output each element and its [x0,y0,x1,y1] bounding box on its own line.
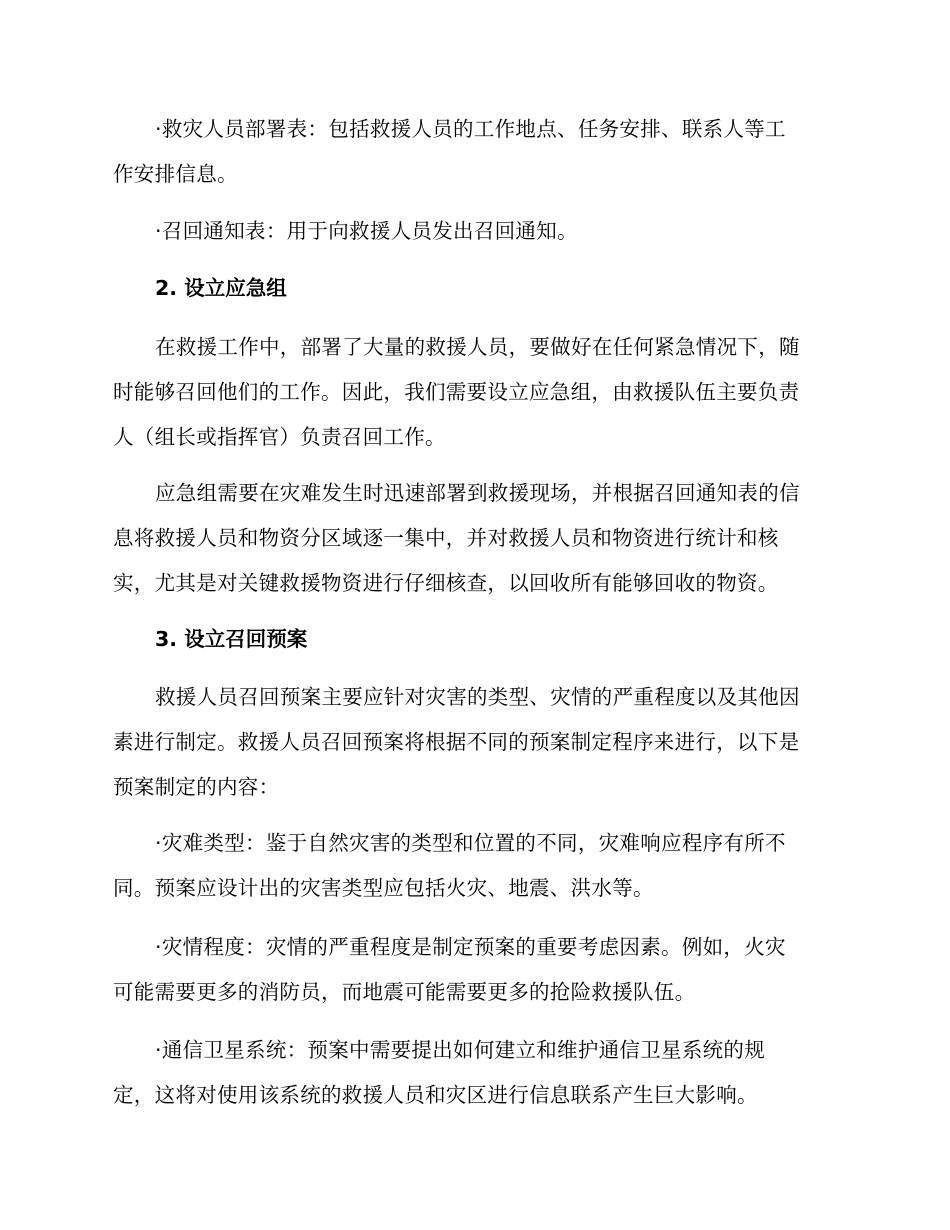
text-line: ·通信卫星系统：预案中需要提出如何建立和维护通信卫星系统的规 [155,1038,766,1062]
text-line: 定，这将对使用该系统的救援人员和灾区进行信息联系产生巨大影响。 [113,1083,758,1107]
text-line: 实，尤其是对关键救援物资进行仔细核查，以回收所有能够回收的物资。 [113,571,779,595]
text-line: 素进行制定。救援人员召回预案将根据不同的预案制定程序来进行，以下是 [113,730,800,754]
bullet-deployment-table [113,107,833,197]
text-line: ·灾情程度：灾情的严重程度是制定预案的重要考虑因素。例如，火灾 [155,935,786,959]
text-line: ·召回通知表：用于向救援人员发出召回通知。 [155,219,578,243]
paragraph-emergency-team [113,325,833,460]
bullet-recall-notice-table [113,209,833,254]
paragraph-recall-plan [113,675,833,810]
text-line: 作安排信息。 [113,162,238,186]
section-heading-2: 2. 设立应急组 [155,276,287,300]
text-line: 应急组需要在灾难发生时迅速部署到救援现场，并根据召回通知表的信 [155,481,800,505]
text-line: 息将救援人员和物资分区域逐一集中，并对救援人员和物资进行统计和核 [113,526,779,550]
bullet-disaster-severity [113,925,833,1015]
text-line: 在救援工作中，部署了大量的救援人员，要做好在任何紧急情况下，随 [155,335,800,359]
text-line: ·灾难类型：鉴于自然灾害的类型和位置的不同，灾难响应程序有所不 [155,831,786,855]
text-line: 救援人员召回预案主要应针对灾害的类型、灾情的严重程度以及其他因 [155,685,800,709]
bullet-disaster-type [113,821,833,911]
text-line: 时能够召回他们的工作。因此，我们需要设立应急组，由救援队伍主要负责 [113,380,800,404]
bullet-satellite-system [113,1028,833,1118]
text-line: 可能需要更多的消防员，而地震可能需要更多的抢险救援队伍。 [113,980,696,1004]
text-line: 人（组长或指挥官）负责召回工作。 [113,425,446,449]
text-line: 预案制定的内容： [113,775,280,799]
paragraph-emergency-deployment [113,471,833,606]
text-line: 同。预案应设计出的灾害类型应包括火灾、地震、洪水等。 [113,876,654,900]
text-line: ·救灾人员部署表：包括救援人员的工作地点、任务安排、联系人等工 [155,117,786,141]
section-heading-3: 3. 设立召回预案 [155,627,308,651]
